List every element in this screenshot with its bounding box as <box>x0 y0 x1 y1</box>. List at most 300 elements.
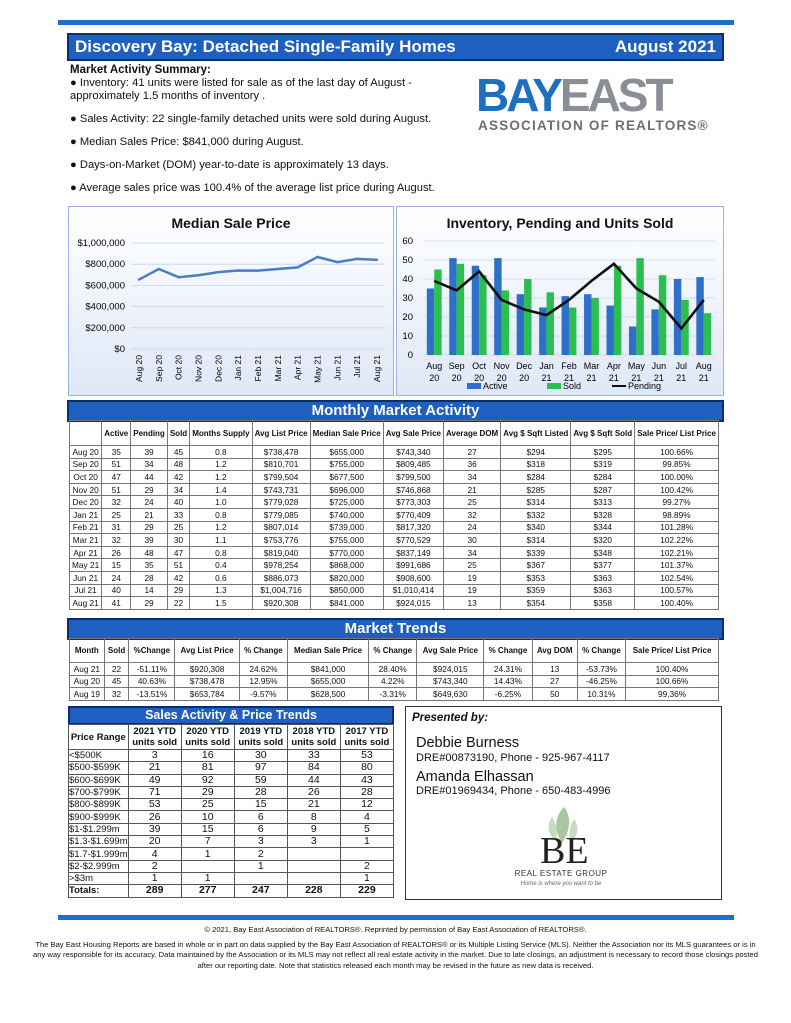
table-cell: 7 <box>181 836 234 848</box>
table-row <box>70 571 719 584</box>
x-tick-label: Feb <box>561 361 577 371</box>
table-cell: 4.22% <box>369 675 417 688</box>
table-row <box>69 762 394 774</box>
table-cell: $314 <box>501 496 571 509</box>
table-cell: 15 <box>181 823 234 835</box>
summary-heading: Market Activity Summary: <box>70 64 211 76</box>
bar-active <box>494 258 501 355</box>
table-cell: 6 <box>234 811 287 823</box>
column-header: % Change <box>484 639 532 663</box>
table-row <box>69 848 394 860</box>
table-cell: 1.5 <box>190 597 252 610</box>
table-cell: 4 <box>128 848 181 860</box>
x-tick-label: Jul 21 <box>352 355 363 378</box>
table-cell: 1 <box>340 872 393 884</box>
table-row <box>70 559 719 572</box>
table-cell: 24 <box>131 496 168 509</box>
table-cell: 14 <box>131 584 168 597</box>
table-cell: 22 <box>167 597 189 610</box>
table-cell <box>287 848 340 860</box>
presented-label: Presented by: <box>412 712 489 724</box>
x-tick-label: 21 <box>541 373 552 383</box>
table-cell: 99.36% <box>626 688 719 701</box>
table-cell: 44 <box>131 471 168 484</box>
copyright: © 2021, Bay East Association of REALTORS®. Reprinted by permission of Bay East Association of REALTORS®. <box>204 925 587 934</box>
table-cell: $363 <box>571 571 635 584</box>
table-cell: $348 <box>571 546 635 559</box>
column-header: Avg Sale Price <box>417 639 484 663</box>
y-tick-label: 10 <box>402 331 413 342</box>
table-cell: 27 <box>444 446 501 459</box>
column-header: % Change <box>239 639 287 663</box>
summary-bullet: ● Days-on-Market (DOM) year-to-date is approximately 13 days. <box>70 159 389 171</box>
table-cell: $755,000 <box>310 534 383 547</box>
table-cell: $725,000 <box>310 496 383 509</box>
table-cell: $738,478 <box>175 675 239 688</box>
table-cell: 29 <box>131 597 168 610</box>
table-cell: 53 <box>340 750 393 762</box>
bar-active <box>629 327 636 356</box>
table-cell: -51.11% <box>129 663 175 676</box>
x-tick-label: 21 <box>676 373 687 383</box>
table-cell: 0.8 <box>190 546 252 559</box>
logo-association: ASSOCIATION OF REALTORS® <box>478 118 709 133</box>
table-cell: 102.21% <box>635 546 719 559</box>
column-header: Avg $ Sqft Sold <box>571 421 635 446</box>
x-tick-label: 21 <box>631 373 642 383</box>
data-point <box>138 278 140 280</box>
table-cell: $908,600 <box>383 571 443 584</box>
market-summary <box>70 64 470 205</box>
sales-activity-table <box>68 724 394 898</box>
y-tick-label: 20 <box>402 312 413 323</box>
table-row <box>70 546 719 559</box>
table-cell: $628,500 <box>288 688 369 701</box>
table-cell: Aug 20 <box>70 675 105 688</box>
table-cell: 14.43% <box>484 675 532 688</box>
x-tick-label: Apr 21 <box>292 355 303 381</box>
column-header: 2021 YTD units sold <box>128 725 181 750</box>
column-header: Sold <box>167 421 189 446</box>
table-cell: $319 <box>571 458 635 471</box>
table-cell: 10 <box>181 811 234 823</box>
table-cell: Oct 20 <box>70 471 102 484</box>
legend-swatch <box>467 383 481 389</box>
table-cell: Aug 21 <box>70 663 105 676</box>
table-cell: $284 <box>501 471 571 484</box>
table-cell: 19 <box>444 571 501 584</box>
presented-by-box <box>405 706 722 900</box>
x-tick-label: Oct 20 <box>173 355 184 381</box>
table-cell: 21 <box>287 799 340 811</box>
table-cell: 289 <box>128 885 181 897</box>
table-cell: 33 <box>287 750 340 762</box>
column-header: Sold <box>104 639 129 663</box>
sales-activity-title: Sales Activity & Price Trends <box>68 706 394 725</box>
table-cell: $600-$699K <box>69 774 129 786</box>
monogram: BE <box>540 830 589 872</box>
table-cell: $886,073 <box>252 571 310 584</box>
table-cell: 1.2 <box>190 521 252 534</box>
table-cell: Jul 21 <box>70 584 102 597</box>
table-cell: <$500K <box>69 750 129 762</box>
table-cell: 34 <box>131 458 168 471</box>
table-row <box>70 534 719 547</box>
table-cell: 0.4 <box>190 559 252 572</box>
table-cell: 21 <box>444 483 501 496</box>
x-tick-label: Jun 21 <box>332 355 343 381</box>
table-cell: $770,409 <box>383 508 443 521</box>
x-tick-label: 20 <box>496 373 507 383</box>
table-cell: $340 <box>501 521 571 534</box>
disclaimer: The Bay East Housing Reports are based in whole or in part on data supplied by the Bay East Association of REALTORS® or its Multiple Listing Service (MLS). Neither the Association nor its MLS guarantees or is in any way responsible for its accuracy. Data maintained by the Association or its MLS may not reflect all real estate activity in the market. Due to late closings, an adjustment is necessary to record those closings posted after our reporting date. Note that statistics released each month may be revised in the future as new data is received. <box>33 939 758 970</box>
table-cell: 81 <box>181 762 234 774</box>
table-cell: 48 <box>167 458 189 471</box>
table-cell: 47 <box>167 546 189 559</box>
bay-east-logo <box>472 68 722 138</box>
median-price-chart <box>68 206 394 396</box>
x-tick-label: Mar <box>583 361 600 371</box>
data-point <box>296 266 298 268</box>
table-cell: $377 <box>571 559 635 572</box>
bar-sold <box>547 292 554 355</box>
table-cell: 1 <box>128 872 181 884</box>
table-row <box>70 446 719 459</box>
x-tick-label: Jan <box>539 361 554 371</box>
table-cell: 15 <box>102 559 131 572</box>
table-cell: Jun 21 <box>70 571 102 584</box>
column-header: Avg DOM <box>532 639 577 663</box>
table-cell: 24 <box>444 521 501 534</box>
table-cell: 100.40% <box>626 663 719 676</box>
y-tick-label: $400,000 <box>85 301 125 313</box>
table-row <box>69 872 394 884</box>
table-cell: 29 <box>131 521 168 534</box>
table-cell: 31 <box>102 521 131 534</box>
table-cell: Apr 21 <box>70 546 102 559</box>
legend-label: Pending <box>628 381 662 391</box>
bar-sold <box>457 264 464 355</box>
table-cell: 25 <box>444 496 501 509</box>
table-cell: $799,500 <box>383 471 443 484</box>
table-cell: $363 <box>571 584 635 597</box>
table-cell: $837,149 <box>383 546 443 559</box>
agent-name: Debbie Burness <box>416 735 520 751</box>
table-cell: May 21 <box>70 559 102 572</box>
table-cell: 9 <box>287 823 340 835</box>
table-cell: 24 <box>102 571 131 584</box>
table-cell: 1 <box>340 836 393 848</box>
data-point <box>376 259 378 261</box>
table-cell: 45 <box>104 675 129 688</box>
table-cell: 98.89% <box>635 508 719 521</box>
y-tick-label: $1,000,000 <box>77 238 125 249</box>
column-header: 2017 YTD units sold <box>340 725 393 750</box>
table-cell: $653,784 <box>175 688 239 701</box>
table-cell: $320 <box>571 534 635 547</box>
table-cell: $284 <box>571 471 635 484</box>
x-tick-label: Sep <box>448 361 465 371</box>
table-cell: $655,000 <box>288 675 369 688</box>
table-cell: 3 <box>287 836 340 848</box>
y-tick-label: $800,000 <box>85 259 125 271</box>
table-cell: 51 <box>102 483 131 496</box>
y-tick-label: 30 <box>402 293 413 304</box>
table-row <box>69 836 394 848</box>
table-cell: $800-$899K <box>69 799 129 811</box>
table-cell: 22 <box>104 663 129 676</box>
table-cell: $314 <box>501 534 571 547</box>
table-row <box>70 521 719 534</box>
table-cell: 4 <box>340 811 393 823</box>
table-cell: 102.22% <box>635 534 719 547</box>
table-cell: Mar 21 <box>70 534 102 547</box>
column-header: Month <box>70 639 105 663</box>
table-cell: 41 <box>102 597 131 610</box>
table-cell: 97 <box>234 762 287 774</box>
table-cell: 29 <box>167 584 189 597</box>
table-cell: 53 <box>128 799 181 811</box>
table-cell: 29 <box>131 483 168 496</box>
table-cell: 100.66% <box>626 675 719 688</box>
table-cell: 40 <box>167 496 189 509</box>
data-point <box>336 261 338 263</box>
table-cell: 25 <box>444 559 501 572</box>
y-tick-label: $200,000 <box>85 322 125 334</box>
column-header: % Change <box>369 639 417 663</box>
y-tick-label: $0 <box>114 344 125 355</box>
table-cell: $799,504 <box>252 471 310 484</box>
table-cell: 13 <box>532 663 577 676</box>
table-cell: 24.31% <box>484 663 532 676</box>
table-cell: 32 <box>102 496 131 509</box>
table-cell: 47 <box>102 471 131 484</box>
table-cell: 102.54% <box>635 571 719 584</box>
table-cell <box>287 860 340 872</box>
table-cell: $743,340 <box>383 446 443 459</box>
table-cell <box>287 872 340 884</box>
column-header: Median Sale Price <box>310 421 383 446</box>
table-cell: 40 <box>102 584 131 597</box>
table-cell: $978,254 <box>252 559 310 572</box>
totals-row <box>69 885 394 897</box>
table-cell: 0.8 <box>190 446 252 459</box>
x-tick-label: Dec <box>516 361 533 371</box>
table-cell: $920,308 <box>252 597 310 610</box>
table-cell: 3 <box>234 836 287 848</box>
report-month: August 2021 <box>614 37 716 56</box>
summary-bullet: ● Inventory: 41 units were listed for sale as of the last day of August - approximately 1.5 months of inventory . <box>70 77 412 102</box>
table-row <box>69 774 394 786</box>
x-tick-label: 21 <box>653 373 664 383</box>
column-header: 2018 YTD units sold <box>287 725 340 750</box>
market-trends-table <box>69 638 719 701</box>
data-point <box>257 269 259 271</box>
table-cell: 1 <box>181 848 234 860</box>
column-header: 2019 YTD units sold <box>234 725 287 750</box>
x-tick-label: Mar 21 <box>272 355 283 382</box>
table-cell: 0.6 <box>190 571 252 584</box>
table-row <box>70 675 719 688</box>
column-header: Sale Price/ List Price <box>635 421 719 446</box>
table-cell: $285 <box>501 483 571 496</box>
table-cell: $339 <box>501 546 571 559</box>
table-cell: 29 <box>181 786 234 798</box>
x-tick-label: Nov <box>493 361 510 371</box>
x-tick-label: Jan 21 <box>233 355 244 381</box>
summary-bullet: ● Sales Activity: 22 single-family detached units were sold during August. <box>70 113 432 125</box>
table-row <box>69 786 394 798</box>
table-cell: 1.2 <box>190 471 252 484</box>
bar-active <box>696 277 703 355</box>
x-tick-label: 21 <box>563 373 575 383</box>
y-tick-label: $600,000 <box>85 280 125 292</box>
table-row <box>70 496 719 509</box>
table-cell: 10.31% <box>577 688 625 701</box>
column-header: Avg $ Sqft Listed <box>501 421 571 446</box>
x-tick-label: Jun <box>651 361 667 371</box>
summary-bullet: ● Median Sales Price: $841,000 during August. <box>70 136 304 148</box>
table-cell: $358 <box>571 597 635 610</box>
table-cell: Nov 20 <box>70 483 102 496</box>
table-cell: $655,000 <box>310 446 383 459</box>
table-cell: $924,015 <box>383 597 443 610</box>
x-tick-label: 20 <box>429 373 440 383</box>
table-cell: 3 <box>128 750 181 762</box>
table-cell: $353 <box>501 571 571 584</box>
table-cell: $1.3-$1.699m <box>69 836 128 848</box>
table-cell: 49 <box>128 774 181 786</box>
table-cell: $753,776 <box>252 534 310 547</box>
table-cell: 26 <box>102 546 131 559</box>
table-cell: 12 <box>340 799 393 811</box>
table-cell: 16 <box>181 750 234 762</box>
table-cell: 229 <box>340 885 393 897</box>
table-row <box>70 508 719 521</box>
bar-active <box>651 309 658 355</box>
table-cell: $313 <box>571 496 635 509</box>
table-cell: 99.27% <box>635 496 719 509</box>
table-cell: 26 <box>287 786 340 798</box>
table-cell: 26 <box>128 811 181 823</box>
table-cell: $920,308 <box>175 663 239 676</box>
table-cell: 51 <box>167 559 189 572</box>
table-cell: 101.37% <box>635 559 719 572</box>
table-cell: 21 <box>131 508 168 521</box>
x-tick-label: 21 <box>586 373 597 383</box>
table-cell: 39 <box>131 534 168 547</box>
column-header: Avg Sale Price <box>383 421 443 446</box>
table-cell: $700-$799K <box>69 786 129 798</box>
table-cell: 100.57% <box>635 584 719 597</box>
table-row <box>70 663 719 676</box>
table-cell: $1,004,716 <box>252 584 310 597</box>
bar-sold <box>704 313 711 355</box>
table-cell <box>181 860 234 872</box>
bar-active <box>584 294 591 355</box>
column-header: Avg List Price <box>175 639 239 663</box>
table-cell: 42 <box>167 471 189 484</box>
table-cell: 84 <box>287 762 340 774</box>
table-cell: 1.2 <box>190 458 252 471</box>
table-cell: 28 <box>131 571 168 584</box>
table-cell: $294 <box>501 446 571 459</box>
table-row <box>69 750 394 762</box>
table-cell: $770,000 <box>310 546 383 559</box>
y-tick-label: 40 <box>402 274 413 285</box>
x-tick-label: Aug 20 <box>134 355 144 382</box>
column-header <box>70 421 102 446</box>
table-cell: 30 <box>444 534 501 547</box>
x-tick-label: Apr <box>606 361 621 371</box>
table-cell: 24.62% <box>239 663 287 676</box>
data-point <box>277 268 279 270</box>
table-cell: 32 <box>444 508 501 521</box>
x-tick-label: 21 <box>608 373 619 383</box>
table-cell: Feb 21 <box>70 521 102 534</box>
table-cell: 2 <box>234 848 287 860</box>
table-cell: $2-$2.999m <box>69 860 129 872</box>
table-cell: 43 <box>340 774 393 786</box>
median-price-svg <box>69 207 393 395</box>
table-cell: 25 <box>181 799 234 811</box>
x-tick-label: Oct <box>472 361 487 371</box>
y-tick-label: 0 <box>407 350 413 361</box>
column-header: 2020 YTD units sold <box>181 725 234 750</box>
table-cell: $295 <box>571 446 635 459</box>
table-cell: 80 <box>340 762 393 774</box>
table-row <box>69 860 394 872</box>
table-cell: $819,040 <box>252 546 310 559</box>
table-cell: Aug 19 <box>70 688 105 701</box>
table-cell: $739,000 <box>310 521 383 534</box>
table-cell: -3.31% <box>369 688 417 701</box>
table-cell: 28.40% <box>369 663 417 676</box>
table-cell: -13.51% <box>129 688 175 701</box>
table-row <box>70 471 719 484</box>
table-cell: $649,630 <box>417 688 484 701</box>
legend-label: Active <box>483 381 508 391</box>
table-cell: $809,485 <box>383 458 443 471</box>
table-cell: $677,500 <box>310 471 383 484</box>
bar-active <box>427 289 434 356</box>
page-title: Discovery Bay: Detached Single-Family Homes <box>75 37 456 56</box>
table-cell: 228 <box>287 885 340 897</box>
table-cell: 100.42% <box>635 483 719 496</box>
chart-title: Inventory, Pending and Units Sold <box>446 215 674 231</box>
market-trends-bar: Market Trends <box>67 618 724 640</box>
table-cell: 15 <box>234 799 287 811</box>
chart-title: Median Sale Price <box>171 215 291 231</box>
x-tick-label: Sep 20 <box>153 355 164 382</box>
table-cell: $746,868 <box>383 483 443 496</box>
x-tick-label: 20 <box>519 373 530 383</box>
data-point <box>237 269 239 271</box>
table-cell: 2 <box>128 860 181 872</box>
column-header: Active <box>102 421 131 446</box>
table-row <box>69 799 394 811</box>
group-name: REAL ESTATE GROUP <box>514 869 608 878</box>
table-row <box>70 458 719 471</box>
x-tick-label: 20 <box>474 373 485 383</box>
table-cell: $287 <box>571 483 635 496</box>
data-point <box>177 276 179 278</box>
table-cell: 25 <box>167 521 189 534</box>
x-tick-label: Dec 20 <box>213 355 224 382</box>
table-cell: -46.25% <box>577 675 625 688</box>
table-cell: 8 <box>287 811 340 823</box>
table-cell: Totals: <box>69 885 129 897</box>
